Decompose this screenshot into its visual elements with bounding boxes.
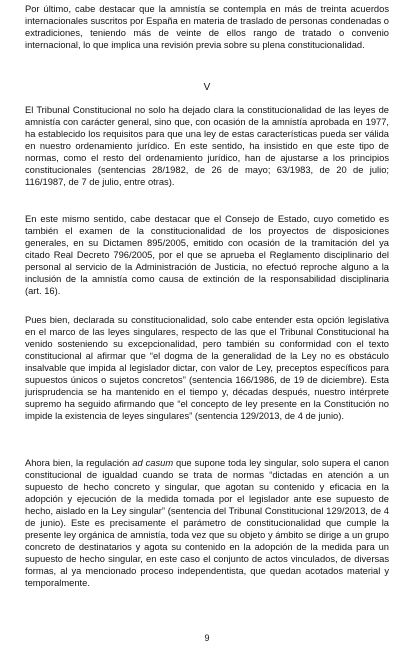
section-heading: V xyxy=(203,82,211,93)
paragraph-ad-casum-body: que supone toda ley singular, solo supera el canon constitucional de igualdad cuando se trata de normas “dictadas en atención a un supuesto de hecho concreto y singular, que agotan su contenido y eficacia en la adopción y ejecución de la medida tomada por el legislador ante ese supuesto de hecho, aislado en la Ley singular” (sentencia del Tribunal Constitucional 129/2013, de 4 de junio). Este es precisamente el parámetro de constitucionalidad que cumple la presente ley orgánica de amnistía, toda vez que su objeto y ámbito se dirige a un grupo concreto de destinatarios y agota su contenido en la adopción de la medida para un supuesto de hecho singular, en este caso el conjunto de actos vinculados, de diversas formas, al ya mencionado proceso independentista, que quedan acotados material y temporalmente. xyxy=(25,458,390,589)
document-page xyxy=(25,3,389,653)
paragraph-singular-laws: Pues bien, declarada su constitucionalidad, solo cabe entender esta opción legislativa en el marco de las leyes singulares, respecto de las que el Tribunal Constitucional ha venido sosteniendo su excepcionalidad, pero también su conformidad con el texto constitucional al afirmar que “el dogma de la generalidad de la Ley no es obstáculo insalvable que impida al legislador dictar, con valor de Ley, preceptos específicos para supuestos únicos o sujetos concretos” (sentencia 166/1986, de 19 de diciembre). Esta jurisprudencia se ha mantenido en el tiempo y, décadas después, nuestro intérprete supremo ha seguido afirmando que “el concepto de ley presente en la Constitución no impide la existencia de leyes singulares” (sentencia 129/2013, de 4 de junio). xyxy=(25,315,389,422)
italic-ad-casum: ad casum xyxy=(132,458,174,468)
paragraph-council-of-state: En este mismo sentido, cabe destacar que el Consejo de Estado, cuyo cometido es también el examen de la constitucionalidad de los proyectos de disposiciones generales, en su Dictamen 895/2005, emitido con ocasión de la tramitación del ya citado Real Decreto 796/2005, por el que se aprueba el Reglamento disciplinario del personal al servicio de la Administración de Justicia, no efectuó reproche alguno a la inclusión de la amnistía como causa de extinción de la responsabilidad disciplinaria (art. 16). xyxy=(25,214,389,297)
paragraph-international-agreements: Por último, cabe destacar que la amnistía se contempla en más de treinta acuerdos internacionales suscritos por España en materia de traslado de personas condenadas o extradiciones, teniendo más de veinte de ellos rango de tratado o convenio internacional, lo que implica una revisión previa sobre su plena constitucionalidad. xyxy=(25,4,389,51)
paragraph-ad-casum xyxy=(25,457,389,590)
paragraph-ad-casum-lead: Ahora bien, la regulación xyxy=(25,458,133,468)
paragraph-constitutional-court: El Tribunal Constitucional no solo ha dejado clara la constitucionalidad de las leyes de amnistía con carácter general, sino que, con ocasión de la amnistía aprobada en 1977, ha establecido los requisitos para que una ley de estas características pueda ser válida en nuestro ordenamiento jurídico. En este sentido, ha insistido en que este tipo de normas, como el resto del ordenamiento jurídico, han de ajustarse a los principios constitucionales (sentencias 28/1982, de 26 de mayo; 63/1983, de 20 de julio; 116/1987, de 7 de julio, entre otras). xyxy=(25,105,389,188)
page-number: 9 xyxy=(204,633,210,643)
